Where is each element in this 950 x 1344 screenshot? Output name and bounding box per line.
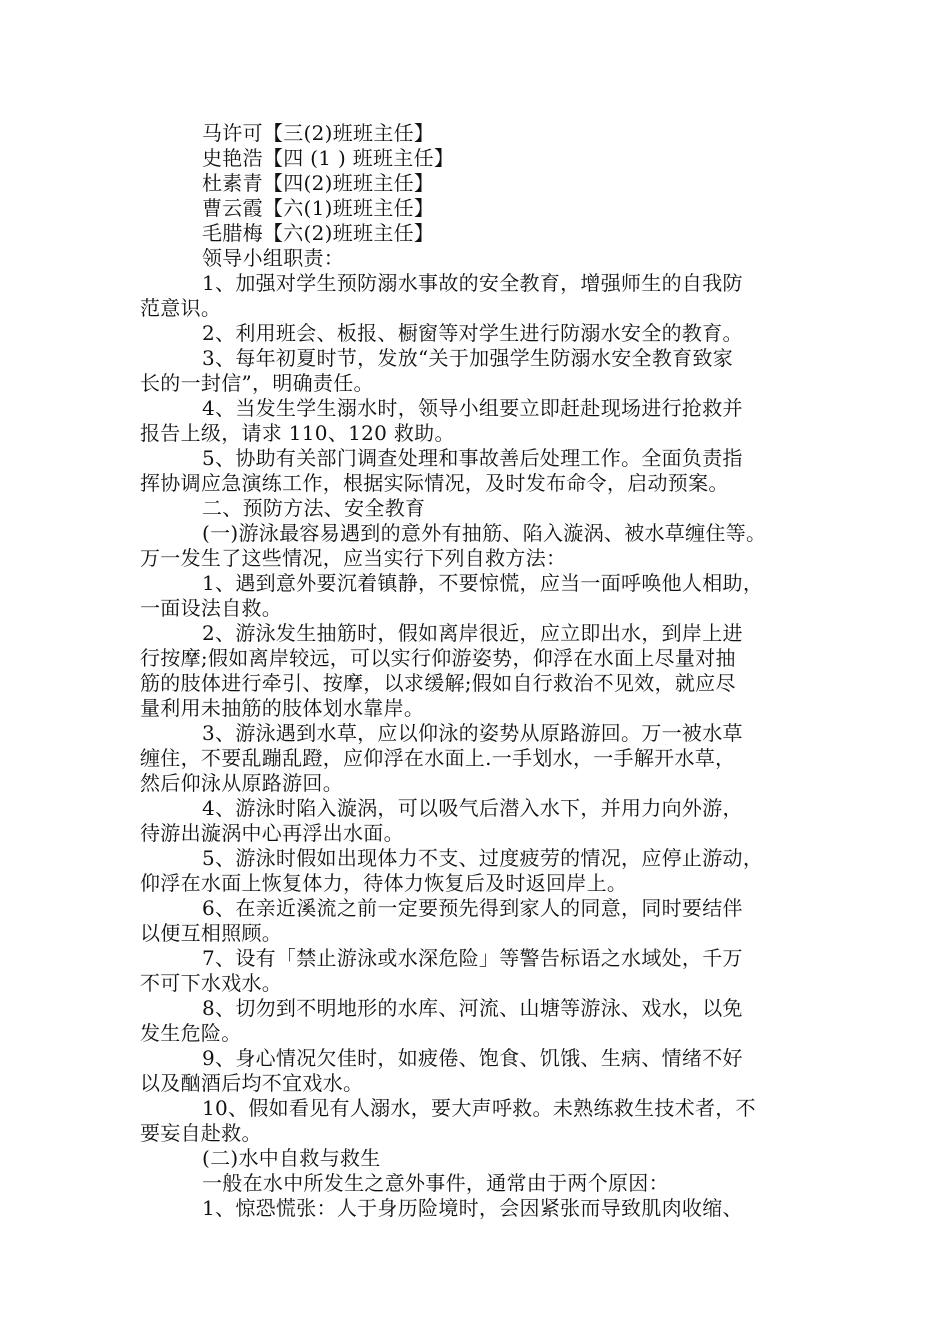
text-line: 然后仰泳从原路游回。 (140, 771, 343, 795)
text-line: 不可下水戏水。 (140, 971, 283, 995)
text-line: 7、设有「禁止游泳或水深危险」等警告标语之水域处，千万 (202, 946, 743, 970)
text-line: 量利用未抽筋的肢体划水靠岸。 (140, 696, 425, 720)
text-line: 9、身心情况欠佳时，如疲倦、饱食、饥饿、生病、情绪不好 (202, 1046, 743, 1070)
text-line: 1、遇到意外要沉着镇静，不要惊慌，应当一面呼唤他人相助， (202, 571, 764, 595)
text-line: (二)水中自救与救生 (202, 1146, 381, 1170)
text-line: 2、游泳发生抽筋时，假如离岸很近，应立即出水，到岸上进 (202, 621, 743, 645)
text-line: 杜素青【四(2)班班主任】 (202, 171, 435, 195)
text-line: 范意识。 (140, 296, 222, 320)
text-line: 发生危险。 (140, 1021, 242, 1045)
text-line: 4、当发生学生溺水时，领导小组要立即赶赴现场进行抢救并 (202, 396, 743, 420)
text-line: 2、利用班会、板报、橱窗等对学生进行防溺水安全的教育。 (202, 321, 743, 345)
text-line: (一)游泳最容易遇到的意外有抽筋、陷入漩涡、被水草缠住等。 (202, 521, 767, 545)
text-line: 报告上级，请求 110、120 救助。 (140, 421, 455, 445)
text-line: 缠住，不要乱蹦乱蹬，应仰浮在水面上.一手划水，一手解开水草， (140, 746, 736, 770)
text-line: 一面设法自救。 (140, 596, 283, 620)
text-line: 一般在水中所发生之意外事件，通常由于两个原因： (202, 1171, 669, 1195)
text-line: 3、每年初夏时节，发放“关于加强学生防溺水安全教育致家 (202, 346, 734, 370)
text-line: 长的一封信”，明确责任。 (140, 371, 374, 395)
text-line: 5、协助有关部门调查处理和事故善后处理工作。全面负责指 (202, 446, 743, 470)
text-line: 5、游泳时假如出现体力不支、过度疲劳的情况，应停止游动， (202, 846, 764, 870)
text-line: 3、游泳遇到水草，应以仰泳的姿势从原路游回。万一被水草 (202, 721, 743, 745)
text-line: 二、预防方法、安全教育 (202, 496, 426, 520)
text-line: 4、游泳时陷入漩涡，可以吸气后潜入水下，并用力向外游， (202, 796, 743, 820)
text-line: 8、切勿到不明地形的水库、河流、山塘等游泳、戏水，以免 (202, 996, 743, 1020)
text-line: 挥协调应急演练工作，根据实际情况，及时发布命令，启动预案。 (140, 471, 729, 495)
text-line: 仰浮在水面上恢复体力，待体力恢复后及时返回岸上。 (140, 871, 628, 895)
document-body (140, 121, 820, 1221)
text-line: 行按摩;假如离岸较远，可以实行仰游姿势，仰浮在水面上尽量对抽 (140, 646, 736, 670)
text-line: 万一发生了这些情况，应当实行下列自救方法： (140, 546, 567, 570)
text-line: 曹云霞【六(1)班班主任】 (202, 196, 435, 220)
text-line: 1、惊恐慌张：人于身历险境时，会因紧张而导致肌肉收缩、 (202, 1196, 743, 1220)
text-line: 以便互相照顾。 (140, 921, 283, 945)
text-line: 马许可【三(2)班班主任】 (202, 121, 435, 145)
text-line: 1、加强对学生预防溺水事故的安全教育，增强师生的自我防 (202, 271, 743, 295)
text-line: 要妄自赴救。 (140, 1121, 262, 1145)
text-line: 6、在亲近溪流之前一定要预先得到家人的同意，同时要结伴 (202, 896, 743, 920)
text-line: 以及酗酒后均不宜戏水。 (140, 1071, 364, 1095)
text-line: 待游出漩涡中心再浮出水面。 (140, 821, 404, 845)
text-line: 筋的肢体进行牵引、按摩，以求缓解;假如自行救治不见效，就应尽 (140, 671, 736, 695)
text-line: 毛腊梅【六(2)班班主任】 (202, 221, 435, 245)
text-line: 10、假如看见有人溺水，要大声呼救。未熟练救生技术者，不 (202, 1096, 756, 1120)
text-line: 领导小组职责： (202, 246, 345, 270)
text-line: 史艳浩【四 (1 ) 班班主任】 (202, 146, 455, 170)
